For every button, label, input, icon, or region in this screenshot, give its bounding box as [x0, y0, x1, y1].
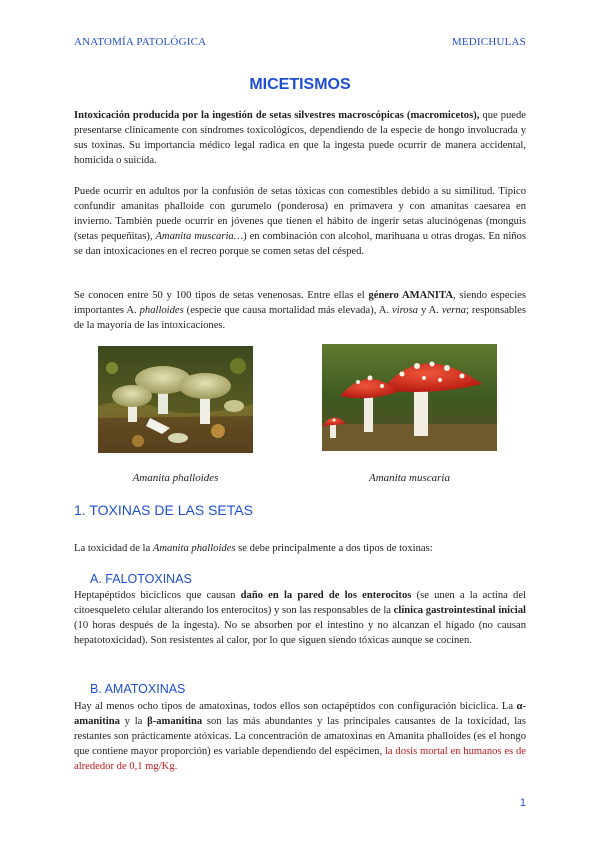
section1-intro-italic: Amanita phalloides [152, 543, 236, 554]
header-left: ANATOMÍA PATOLÓGICA [74, 36, 207, 48]
section1-intro [74, 541, 526, 556]
header-right: MEDICHULAS [451, 36, 526, 48]
para2-text-b: ) en combinación con alcohol, marihuana u otras drogas. En niños se dan intoxicaciones en el recreo porque se comen setas del césped. [74, 231, 526, 257]
paragraph-3 [74, 288, 526, 333]
subheading-falotoxinas: A. FALOTOXINAS [90, 572, 192, 586]
page-number: 1 [519, 797, 526, 809]
amatoxinas-paragraph [74, 699, 526, 774]
paragraph-2 [74, 184, 526, 259]
falo-text-3: (10 horas después de la ingesta). No se absorben por el intestino y no alcanzan el hígado (no causan hepatotoxicidad). Son resistentes al calor, por lo que siguen siendo tóxicas aunque se cocinen. [74, 620, 526, 646]
subheading-amatoxinas: B. AMATOXINAS [90, 682, 186, 696]
figure-caption-muscaria: Amanita muscaria [369, 472, 450, 484]
intro-bold: Intoxicación producida por la ingestión de setas silvestres macroscópicas (macromicetos), [74, 110, 480, 121]
intro-rest: que puede presentarse clínicamente con síndromes toxicológicos, dependiendo de la especie de hongo involucrada y sus toxinas. Su importancia médico legal radica en que la ingesta puede ocurrir de manera accidental, homicida o suicida. [74, 110, 526, 166]
falo-text-1: Heptapéptidos bicíclicos que causan [74, 590, 241, 601]
section1-intro-a: La toxicidad de la [74, 543, 153, 554]
para3-bold: género AMANITA [368, 290, 453, 301]
falo-text-2: (se unen a la actina del citoesqueleto celular alterando los enterocitos) y son las responsables de la [74, 590, 526, 616]
amanita-phalloides-image [98, 346, 253, 453]
para3-text-e: ; responsables de la mayoría de las intoxicaciones. [74, 305, 526, 331]
para2-text-a: Puede ocurrir en adultos por la confusión de setas tóxicas con comestibles debido a su similitud. Típico confundir amanitas phalloide con gurumelo (ponderosa) en primavera y con amanitas caesarea en invierno. También puede ocurrir en jóvenes que tienen el hábito de ingerir setas alucinógenas (monguis (setas pequeñitas), [74, 186, 526, 242]
para3-italic-2: virosa [391, 305, 419, 316]
amanita-muscaria-image [322, 344, 497, 451]
section-heading-toxinas: 1. TOXINAS DE LAS SETAS [74, 502, 253, 518]
ama-bold-1: α-amanitina [74, 701, 526, 727]
para3-italic-3: verna [441, 305, 466, 316]
para3-text-c: (especie que causa mortalidad más elevada), A. [183, 305, 392, 316]
page-title: MICETISMOS [249, 76, 351, 93]
falo-bold-1: daño en la pared de los enterocitos [240, 590, 412, 601]
para3-text-a: Se conocen entre 50 y 100 tipos de setas venenosas. Entre ellas el [74, 290, 369, 301]
section1-intro-b: se debe principalmente a dos tipos de toxinas: [235, 543, 433, 554]
ama-bold-2: β-amanitina [147, 716, 203, 727]
para3-italic-1: phalloides [139, 305, 184, 316]
para3-text-b: , siendo especies importantes A. [74, 290, 527, 316]
para3-text-d: y A. [418, 305, 442, 316]
para2-italic: Amanita muscaria… [155, 231, 244, 242]
ama-text-3: son las más abundantes y las principales causantes de la toxicidad, las restantes son prácticamente atóxicas. La concentración de amatoxinas en Amanita phalloides (es el hongo que contiene mayor proporción) es variable dependiendo del espécimen, [74, 716, 526, 757]
figure-caption-phalloides: Amanita phalloides [132, 472, 219, 484]
intro-paragraph [74, 108, 526, 168]
ama-text-2: y la [119, 716, 148, 727]
ama-text-1: Hay al menos ocho tipos de amatoxinas, todos ellos son octapéptidos con configuración bicíclica. La [74, 701, 517, 712]
lethal-dose-text: la dosis mortal en humanos es de alrededor de 0,1 mg/Kg. [74, 746, 526, 772]
falotoxinas-paragraph [74, 588, 526, 648]
falo-bold-2: clínica gastrointestinal inicial [393, 605, 526, 616]
